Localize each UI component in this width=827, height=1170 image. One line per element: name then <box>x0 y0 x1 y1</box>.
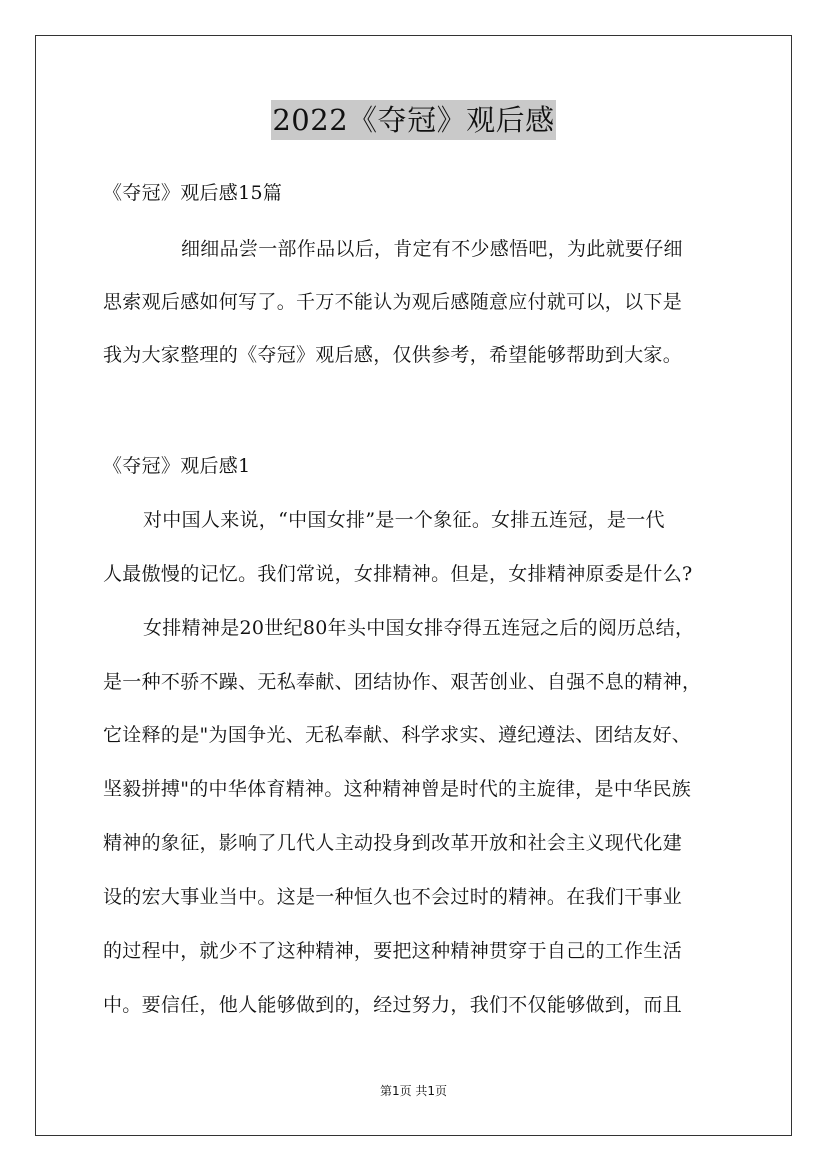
body-line-6: 坚毅拼搏"的中华体育精神。这种精神曾是时代的主旋律，是中华民族 <box>103 778 692 800</box>
body-line-8: 设的宏大事业当中。这是一种恒久也不会过时的精神。在我们干事业 <box>103 886 683 908</box>
intro-line-2: 思索观后感如何写了。千万不能认为观后感随意应付就可以，以下是 <box>103 291 683 313</box>
document-title: 2022《夺冠》观后感 <box>271 100 555 140</box>
body-line-5: 它诠释的是"为国争光、无私奉献、科学求实、遵纪遵法、团结友好、 <box>103 724 692 746</box>
intro-line-1: 细细品尝一部作品以后，肯定有不少感悟吧，为此就要仔细 <box>181 238 683 260</box>
body-line-2: 人最傲慢的记忆。我们常说，女排精神。但是，女排精神原委是什么? <box>103 563 693 585</box>
body-line-3: 女排精神是20世纪80年头中国女排夺得五连冠之后的阅历总结， <box>143 617 695 639</box>
body-line-7: 精神的象征，影响了几代人主动投身到改革开放和社会主义现代化建 <box>103 832 683 854</box>
body-line-4: 是一种不骄不躁、无私奉献、团结协作、艰苦创业、自强不息的精神， <box>103 671 702 693</box>
document-title-wrapper <box>0 100 827 140</box>
body-line-9: 的过程中，就少不了这种精神，要把这种精神贯穿于自己的工作生活 <box>103 940 683 962</box>
intro-line-3: 我为大家整理的《夺冠》观后感，仅供参考，希望能够帮助到大家。 <box>103 344 683 366</box>
body-line-1: 对中国人来说，“中国女排”是一个象征。女排五连冠，是一代 <box>143 509 665 531</box>
section-heading: 《夺冠》观后感1 <box>103 455 251 477</box>
page-number-footer: 第1页 共1页 <box>379 1084 448 1098</box>
body-line-10: 中。要信任，他人能够做到的，经过努力，我们不仅能够做到，而且 <box>103 994 683 1016</box>
document-subtitle: 《夺冠》观后感15篇 <box>103 182 283 204</box>
